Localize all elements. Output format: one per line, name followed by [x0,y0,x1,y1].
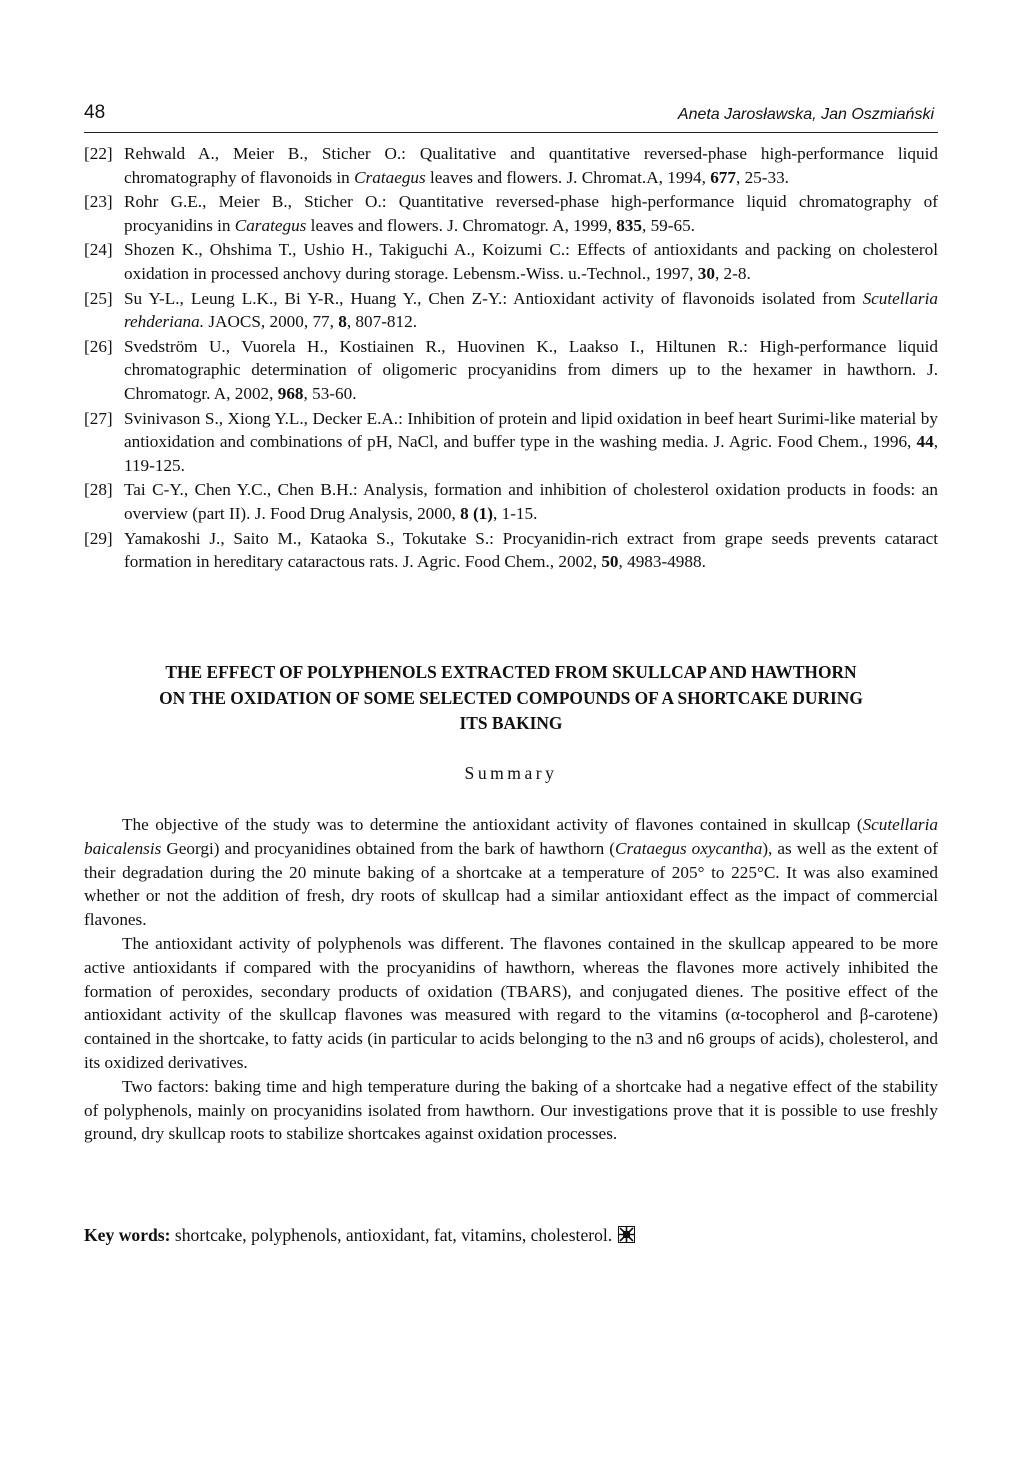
reference-text [124,240,938,283]
reference-text [124,337,938,403]
text-run: , 1-15. [493,503,538,523]
bold-text: 835 [616,215,642,235]
reference-number: [22] [84,144,113,163]
bold-text: 968 [277,383,304,403]
reference-item [84,407,938,478]
reference-item [84,478,938,525]
text-run: Two factors: baking time and high temperature during the baking of a shortcake had a negative effect of the stability of polyphenols, mainly on procyanidins isolated from hawthorn. Our investigations prove that it is possible to use freshly ground, dry skullcap roots to stabilize shortcakes against oxidation processes. [84,1076,938,1144]
summary-paragraph [84,932,938,1075]
keywords-text: shortcake, polyphenols, antioxidant, fat, vitamins, cholesterol. [170,1225,613,1245]
reference-number: [27] [84,408,113,428]
reference-list [84,142,938,575]
reference-item [84,238,938,285]
text-run: , 53-60. [303,383,357,403]
reference-number: [24] [84,240,113,260]
text-run: , 119-125. [124,432,938,475]
reference-text [124,529,938,572]
reference-item [84,335,938,406]
reference-text [124,192,938,235]
reference-number: [28] [84,480,113,500]
text-run: Shozen K., Ohshima T., Ushio H., Takiguchi A., Koizumi C.: Effects of antioxidants and packing on cholesterol oxidation in processed anchovy during storage. Lebensm.-Wiss. u.-Technol., 1997, [124,240,938,283]
italic-text: Carategus [234,215,307,235]
keywords-line [84,1223,938,1247]
reference-text [124,480,938,523]
text-run: The objective of the study was to determine the antioxidant activity of flavones contained in skullcap ( [122,815,863,834]
reference-text [124,289,938,332]
text-run: ), as well as the extent of their degradation during the 20 minute baking of a shortcake at a temperature of 205° to 225°C. It was also examined whether or not the addition of fresh, dry roots of skullcap had a similar antioxidant effect as the impact of commercial flavones. [84,838,939,930]
title-line: ON THE OXIDATION OF SOME SELECTED COMPOUNDS OF A SHORTCAKE DURING [159,687,863,708]
running-authors: Aneta Jarosławska, Jan Oszmiański [677,106,934,123]
summary-paragraph [84,1075,938,1146]
text-run: , 807-812. [346,312,418,332]
text-run: Yamakoshi J., Saito M., Kataoka S., Tokutake S.: Procyanidin-rich extract from grape seeds prevents cataract formation in hereditary cataractous rats. J. Agric. Food Chem., 2002, [124,528,938,572]
bold-text: 8 (1) [460,503,493,523]
reference-number: [29] [84,528,113,548]
running-header [84,102,938,133]
bold-text: 44 [916,432,934,452]
summary-paragraph [84,813,938,932]
italic-text: Crataegus [354,167,426,187]
text-run: Rehwald A., Meier B., Sticher O.: Qualitative and quantitative reversed-phase high-performance liquid chromatography of flavonoids in [124,144,938,187]
italic-text: Scutellaria baicalensis [84,815,938,858]
title-line: ITS BAKING [459,713,563,733]
reference-number: [23] [84,192,113,212]
text-run: , 25-33. [735,167,789,187]
reference-item [84,527,938,574]
reference-number: [26] [84,336,113,356]
summary-heading: Summary [464,763,558,783]
italic-text: Scutellaria rehderiana. [124,288,938,332]
title-line: THE EFFECT OF POLYPHENOLS EXTRACTED FROM SKULLCAP AND HAWTHORN [165,662,857,682]
text-run: Svedström U., Vuorela H., Kostiainen R., Huovinen K., Laakso I., Hiltunen R.: High-performance liquid chromatographic determination of oligomeric procyanidins from dimers up to the hexamer in hawthorn. J. Chromatogr. A, 2002, [124,336,938,403]
reference-number: [25] [84,288,113,308]
text-run: JAOCS, 2000, 77, [204,312,339,332]
reference-text [124,144,938,187]
text-run: , 59-65. [641,215,695,235]
reference-text [124,409,938,475]
reference-item [84,190,938,237]
text-run: The antioxidant activity of polyphenols was different. The flavones contained in the skullcap appeared to be more active antioxidants if compared with the procyanidins of hawthorn, whereas the flavones more actively inhibited the formation of peroxides, secondary products of oxidation (TBARS), and conjugated dienes. The positive effect of the antioxidant activity of the skullcap flavones was measured with regard to the vitamins (α-tocopherol and β-carotene) contained in the shortcake, to fatty acids (in particular to acids belonging to the n3 and n6 groups of acids), cholesterol, and its oxidized derivatives. [84,933,938,1072]
summary-body [84,813,938,1146]
text-run: , 2-8. [714,263,751,283]
text-run: , 4983-4988. [618,552,706,572]
keywords-label: Key words: [84,1225,171,1245]
text-run: Rohr G.E., Meier B., Sticher O.: Quantitative reversed-phase high-performance liquid chromatography of procyanidins in [124,192,938,235]
bold-text: 50 [601,552,619,572]
reference-item [84,142,938,189]
bold-text: 677 [710,167,736,187]
italic-text: Crataegus oxycantha [615,838,763,858]
text-run: leaves and flowers. J. Chromat.A, 1994, [425,167,711,187]
bold-text: 30 [697,263,715,283]
reference-item [84,287,938,334]
page-number: 48 [84,102,106,123]
end-mark-icon [618,1226,635,1243]
text-run: leaves and flowers. J. Chromatogr. A, 1999, [306,215,617,235]
text-run: Svinivason S., Xiong Y.L., Decker E.A.: Inhibition of protein and lipid oxidation in beef heart Surimi-like material by antioxidation and combinations of pH, NaCl, and buffer type in the washing media. J. Agric. Food Chem., 1996, [124,408,938,452]
article-title [84,660,938,737]
bold-text: 8 [338,312,347,332]
text-run: Tai C-Y., Chen Y.C., Chen B.H.: Analysis, formation and inhibition of cholesterol oxidation products in foods: an overview (part II). J. Food Drug Analysis, 2000, [124,480,938,523]
text-run: Georgi) and procyanidines obtained from the bark of hawthorn ( [161,838,616,858]
text-run: Su Y-L., Leung L.K., Bi Y-R., Huang Y., Chen Z-Y.: Antioxidant activity of flavonoids isolated from [124,288,863,308]
